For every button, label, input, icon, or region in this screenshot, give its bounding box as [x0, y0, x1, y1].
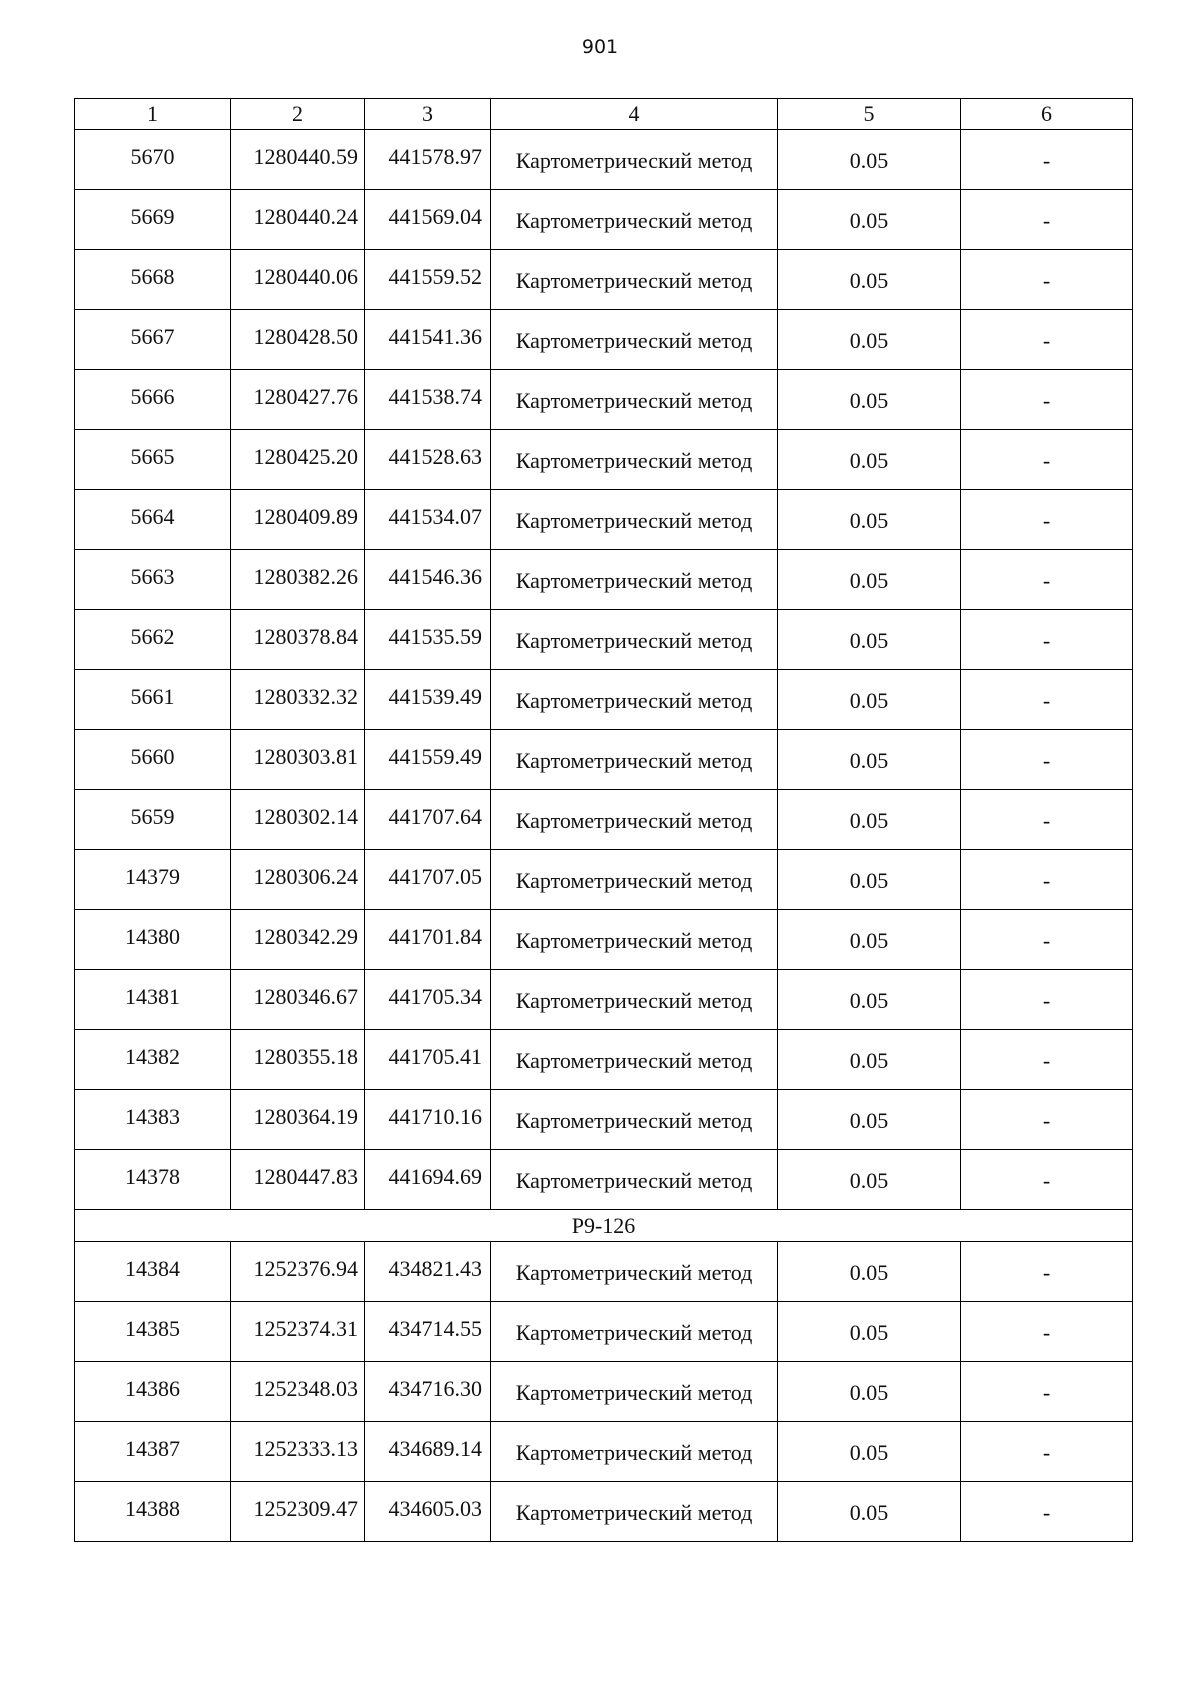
x-coordinate-cell: 1280382.26 — [231, 550, 365, 610]
column-header-4: 4 — [491, 99, 778, 130]
method-cell: Картометрический метод — [491, 370, 778, 430]
accuracy-cell: 0.05 — [778, 250, 961, 310]
point-number-cell: 5664 — [75, 490, 231, 550]
point-number-cell: 14386 — [75, 1362, 231, 1422]
accuracy-cell: 0.05 — [778, 910, 961, 970]
method-cell: Картометрический метод — [491, 730, 778, 790]
method-cell: Картометрический метод — [491, 850, 778, 910]
x-coordinate-cell: 1280440.06 — [231, 250, 365, 310]
y-coordinate-cell: 441707.05 — [365, 850, 491, 910]
method-cell: Картометрический метод — [491, 1242, 778, 1302]
description-cell: - — [961, 850, 1133, 910]
table-row — [75, 130, 1133, 190]
table-row — [75, 490, 1133, 550]
x-coordinate-cell: 1280342.29 — [231, 910, 365, 970]
accuracy-cell: 0.05 — [778, 550, 961, 610]
table-row — [75, 790, 1133, 850]
table-row — [75, 1362, 1133, 1422]
description-cell: - — [961, 1090, 1133, 1150]
table-row — [75, 1150, 1133, 1210]
accuracy-cell: 0.05 — [778, 1090, 961, 1150]
point-number-cell: 5659 — [75, 790, 231, 850]
x-coordinate-cell: 1252309.47 — [231, 1482, 365, 1542]
accuracy-cell: 0.05 — [778, 790, 961, 850]
method-cell: Картометрический метод — [491, 1030, 778, 1090]
method-cell: Картометрический метод — [491, 610, 778, 670]
x-coordinate-cell: 1280378.84 — [231, 610, 365, 670]
y-coordinate-cell: 434821.43 — [365, 1242, 491, 1302]
accuracy-cell: 0.05 — [778, 430, 961, 490]
y-coordinate-cell: 441705.34 — [365, 970, 491, 1030]
point-number-cell: 5668 — [75, 250, 231, 310]
x-coordinate-cell: 1280332.32 — [231, 670, 365, 730]
description-cell: - — [961, 1482, 1133, 1542]
table-row — [75, 550, 1133, 610]
page-number: 901 — [581, 36, 619, 58]
point-number-cell: 14387 — [75, 1422, 231, 1482]
description-cell: - — [961, 1150, 1133, 1210]
y-coordinate-cell: 441528.63 — [365, 430, 491, 490]
accuracy-cell: 0.05 — [778, 370, 961, 430]
point-number-cell: 5663 — [75, 550, 231, 610]
y-coordinate-cell: 441534.07 — [365, 490, 491, 550]
description-cell: - — [961, 490, 1133, 550]
description-cell: - — [961, 310, 1133, 370]
method-cell: Картометрический метод — [491, 550, 778, 610]
table-row — [75, 1302, 1133, 1362]
description-cell: - — [961, 1302, 1133, 1362]
point-number-cell: 14380 — [75, 910, 231, 970]
description-cell: - — [961, 190, 1133, 250]
method-cell: Картометрический метод — [491, 310, 778, 370]
x-coordinate-cell: 1280447.83 — [231, 1150, 365, 1210]
description-cell: - — [961, 670, 1133, 730]
method-cell: Картометрический метод — [491, 130, 778, 190]
accuracy-cell: 0.05 — [778, 1362, 961, 1422]
header-row — [75, 99, 1133, 130]
description-cell: - — [961, 1242, 1133, 1302]
method-cell: Картометрический метод — [491, 970, 778, 1030]
y-coordinate-cell: 441694.69 — [365, 1150, 491, 1210]
method-cell: Картометрический метод — [491, 1090, 778, 1150]
y-coordinate-cell: 441701.84 — [365, 910, 491, 970]
description-cell: - — [961, 730, 1133, 790]
column-header-5: 5 — [778, 99, 961, 130]
y-coordinate-cell: 434605.03 — [365, 1482, 491, 1542]
accuracy-cell: 0.05 — [778, 1242, 961, 1302]
point-number-cell: 5666 — [75, 370, 231, 430]
method-cell: Картометрический метод — [491, 190, 778, 250]
accuracy-cell: 0.05 — [778, 1302, 961, 1362]
accuracy-cell: 0.05 — [778, 850, 961, 910]
y-coordinate-cell: 434714.55 — [365, 1302, 491, 1362]
x-coordinate-cell: 1252374.31 — [231, 1302, 365, 1362]
accuracy-cell: 0.05 — [778, 130, 961, 190]
point-number-cell: 14382 — [75, 1030, 231, 1090]
method-cell: Картометрический метод — [491, 490, 778, 550]
point-number-cell: 14383 — [75, 1090, 231, 1150]
x-coordinate-cell: 1280427.76 — [231, 370, 365, 430]
accuracy-cell: 0.05 — [778, 490, 961, 550]
description-cell: - — [961, 430, 1133, 490]
y-coordinate-cell: 441578.97 — [365, 130, 491, 190]
table-row — [75, 670, 1133, 730]
column-header-3: 3 — [365, 99, 491, 130]
description-cell: - — [961, 1030, 1133, 1090]
description-cell: - — [961, 1422, 1133, 1482]
x-coordinate-cell: 1280303.81 — [231, 730, 365, 790]
method-cell: Картометрический метод — [491, 1482, 778, 1542]
description-cell: - — [961, 130, 1133, 190]
method-cell: Картометрический метод — [491, 1362, 778, 1422]
point-number-cell: 14384 — [75, 1242, 231, 1302]
description-cell: - — [961, 790, 1133, 850]
method-cell: Картометрический метод — [491, 1150, 778, 1210]
y-coordinate-cell: 441535.59 — [365, 610, 491, 670]
point-number-cell: 5667 — [75, 310, 231, 370]
accuracy-cell: 0.05 — [778, 670, 961, 730]
y-coordinate-cell: 441539.49 — [365, 670, 491, 730]
table-row — [75, 190, 1133, 250]
point-number-cell: 14385 — [75, 1302, 231, 1362]
x-coordinate-cell: 1280346.67 — [231, 970, 365, 1030]
y-coordinate-cell: 441559.52 — [365, 250, 491, 310]
accuracy-cell: 0.05 — [778, 1150, 961, 1210]
coordinates-table — [74, 98, 1133, 1542]
table-row — [75, 430, 1133, 490]
table-row — [75, 610, 1133, 670]
x-coordinate-cell: 1280440.24 — [231, 190, 365, 250]
table-body — [75, 130, 1133, 1542]
point-number-cell: 14381 — [75, 970, 231, 1030]
table-header — [75, 99, 1133, 130]
x-coordinate-cell: 1252333.13 — [231, 1422, 365, 1482]
method-cell: Картометрический метод — [491, 1302, 778, 1362]
x-coordinate-cell: 1280440.59 — [231, 130, 365, 190]
point-number-cell: 5665 — [75, 430, 231, 490]
table-row — [75, 370, 1133, 430]
x-coordinate-cell: 1280428.50 — [231, 310, 365, 370]
accuracy-cell: 0.05 — [778, 310, 961, 370]
description-cell: - — [961, 550, 1133, 610]
table-row — [75, 1090, 1133, 1150]
y-coordinate-cell: 441546.36 — [365, 550, 491, 610]
accuracy-cell: 0.05 — [778, 1422, 961, 1482]
y-coordinate-cell: 441569.04 — [365, 190, 491, 250]
table-row — [75, 850, 1133, 910]
accuracy-cell: 0.05 — [778, 970, 961, 1030]
description-cell: - — [961, 970, 1133, 1030]
table-row — [75, 730, 1133, 790]
column-header-6: 6 — [961, 99, 1133, 130]
description-cell: - — [961, 1362, 1133, 1422]
x-coordinate-cell: 1280425.20 — [231, 430, 365, 490]
y-coordinate-cell: 441710.16 — [365, 1090, 491, 1150]
x-coordinate-cell: 1280409.89 — [231, 490, 365, 550]
method-cell: Картометрический метод — [491, 250, 778, 310]
y-coordinate-cell: 441705.41 — [365, 1030, 491, 1090]
description-cell: - — [961, 610, 1133, 670]
table-row — [75, 1422, 1133, 1482]
x-coordinate-cell: 1280355.18 — [231, 1030, 365, 1090]
table-row — [75, 250, 1133, 310]
x-coordinate-cell: 1252376.94 — [231, 1242, 365, 1302]
point-number-cell: 14388 — [75, 1482, 231, 1542]
column-header-1: 1 — [75, 99, 231, 130]
table-row — [75, 1030, 1133, 1090]
y-coordinate-cell: 441538.74 — [365, 370, 491, 430]
method-cell: Картометрический метод — [491, 1422, 778, 1482]
accuracy-cell: 0.05 — [778, 1030, 961, 1090]
method-cell: Картометрический метод — [491, 430, 778, 490]
point-number-cell: 5669 — [75, 190, 231, 250]
point-number-cell: 5662 — [75, 610, 231, 670]
table-row — [75, 310, 1133, 370]
accuracy-cell: 0.05 — [778, 730, 961, 790]
y-coordinate-cell: 434716.30 — [365, 1362, 491, 1422]
point-number-cell: 5660 — [75, 730, 231, 790]
point-number-cell: 5670 — [75, 130, 231, 190]
table-row — [75, 1242, 1133, 1302]
y-coordinate-cell: 441559.49 — [365, 730, 491, 790]
method-cell: Картометрический метод — [491, 790, 778, 850]
table-row — [75, 910, 1133, 970]
description-cell: - — [961, 910, 1133, 970]
point-number-cell: 5661 — [75, 670, 231, 730]
description-cell: - — [961, 370, 1133, 430]
y-coordinate-cell: 441541.36 — [365, 310, 491, 370]
section-label: Р9-126 — [75, 1210, 1133, 1242]
table-row — [75, 1482, 1133, 1542]
description-cell: - — [961, 250, 1133, 310]
x-coordinate-cell: 1252348.03 — [231, 1362, 365, 1422]
point-number-cell: 14378 — [75, 1150, 231, 1210]
column-header-2: 2 — [231, 99, 365, 130]
x-coordinate-cell: 1280306.24 — [231, 850, 365, 910]
method-cell: Картометрический метод — [491, 670, 778, 730]
accuracy-cell: 0.05 — [778, 190, 961, 250]
y-coordinate-cell: 441707.64 — [365, 790, 491, 850]
point-number-cell: 14379 — [75, 850, 231, 910]
x-coordinate-cell: 1280302.14 — [231, 790, 365, 850]
x-coordinate-cell: 1280364.19 — [231, 1090, 365, 1150]
y-coordinate-cell: 434689.14 — [365, 1422, 491, 1482]
section-row — [75, 1210, 1133, 1242]
accuracy-cell: 0.05 — [778, 1482, 961, 1542]
accuracy-cell: 0.05 — [778, 610, 961, 670]
table-row — [75, 970, 1133, 1030]
method-cell: Картометрический метод — [491, 910, 778, 970]
